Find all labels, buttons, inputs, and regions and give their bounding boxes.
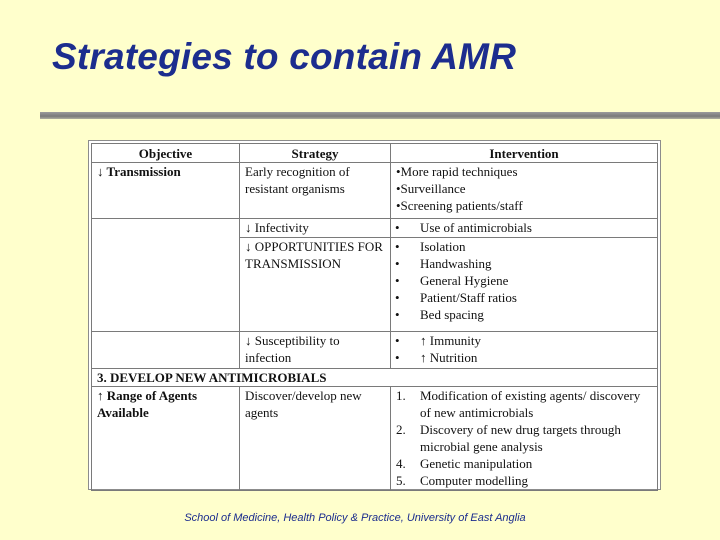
slide-title: Strategies to contain AMR <box>52 36 517 77</box>
list-item: 1. Modification of existing agents/ discovery of new antimicrobials <box>396 388 641 420</box>
header-strategy: Strategy <box>240 144 391 163</box>
objective-empty <box>92 219 240 332</box>
list-item: 2. Discovery of new drug targets through microbial gene analysis <box>396 422 621 454</box>
strategy-opportunities: ↓ OPPORTUNITIES FOR TRANSMISSION <box>245 239 383 271</box>
table-row <box>92 332 658 369</box>
intervention-item: •Surveillance <box>396 181 466 196</box>
list-item: • ↑ Immunity <box>391 332 657 349</box>
intervention-item: •More rapid techniques <box>396 164 518 179</box>
objective-transmission: ↓ Transmission <box>92 163 240 219</box>
list-item: • Bed spacing <box>391 306 657 323</box>
slide-footer: School of Medicine, Health Policy & Practice, University of East Anglia <box>184 512 526 524</box>
list-item: 4. Genetic manipulation <box>396 456 533 471</box>
strategy-susceptibility: ↓ Susceptibility to infection <box>240 332 391 369</box>
section-heading: 3. DEVELOP NEW ANTIMICROBIALS <box>92 369 658 387</box>
header-objective: Objective <box>92 144 240 163</box>
intervention-list <box>391 219 657 323</box>
intervention-cell <box>391 219 658 332</box>
list-item: • Use of antimicrobials <box>391 219 657 238</box>
list-item: • ↑ Nutrition <box>391 349 657 366</box>
list-item: • Patient/Staff ratios <box>391 289 657 306</box>
strategy-early-recognition: Early recognition of resistant organisms <box>240 163 391 219</box>
objective-range-of-agents: ↑ Range of Agents Available <box>92 387 240 491</box>
list-item: • Isolation <box>391 238 657 255</box>
strategy-table <box>91 143 658 491</box>
table-row <box>92 369 658 387</box>
table-row <box>92 387 658 491</box>
table-row <box>92 163 658 219</box>
title-divider <box>40 112 720 119</box>
intervention-list <box>391 332 657 366</box>
strategy-cell <box>240 219 391 332</box>
list-item: • General Hygiene <box>391 272 657 289</box>
list-item: • Handwashing <box>391 255 657 272</box>
intervention-cell <box>391 387 658 491</box>
header-intervention: Intervention <box>391 144 658 163</box>
strategy-discover: Discover/develop new agents <box>240 387 391 491</box>
intervention-cell <box>391 332 658 369</box>
strategy-infectivity: ↓ Infectivity <box>240 219 390 238</box>
intervention-cell <box>391 163 658 219</box>
table-row <box>92 219 658 332</box>
strategy-table-frame <box>88 140 661 490</box>
list-item: 5. Computer modelling <box>396 473 528 488</box>
intervention-item: •Screening patients/staff <box>396 198 523 213</box>
objective-empty <box>92 332 240 369</box>
intervention-list <box>396 387 652 489</box>
